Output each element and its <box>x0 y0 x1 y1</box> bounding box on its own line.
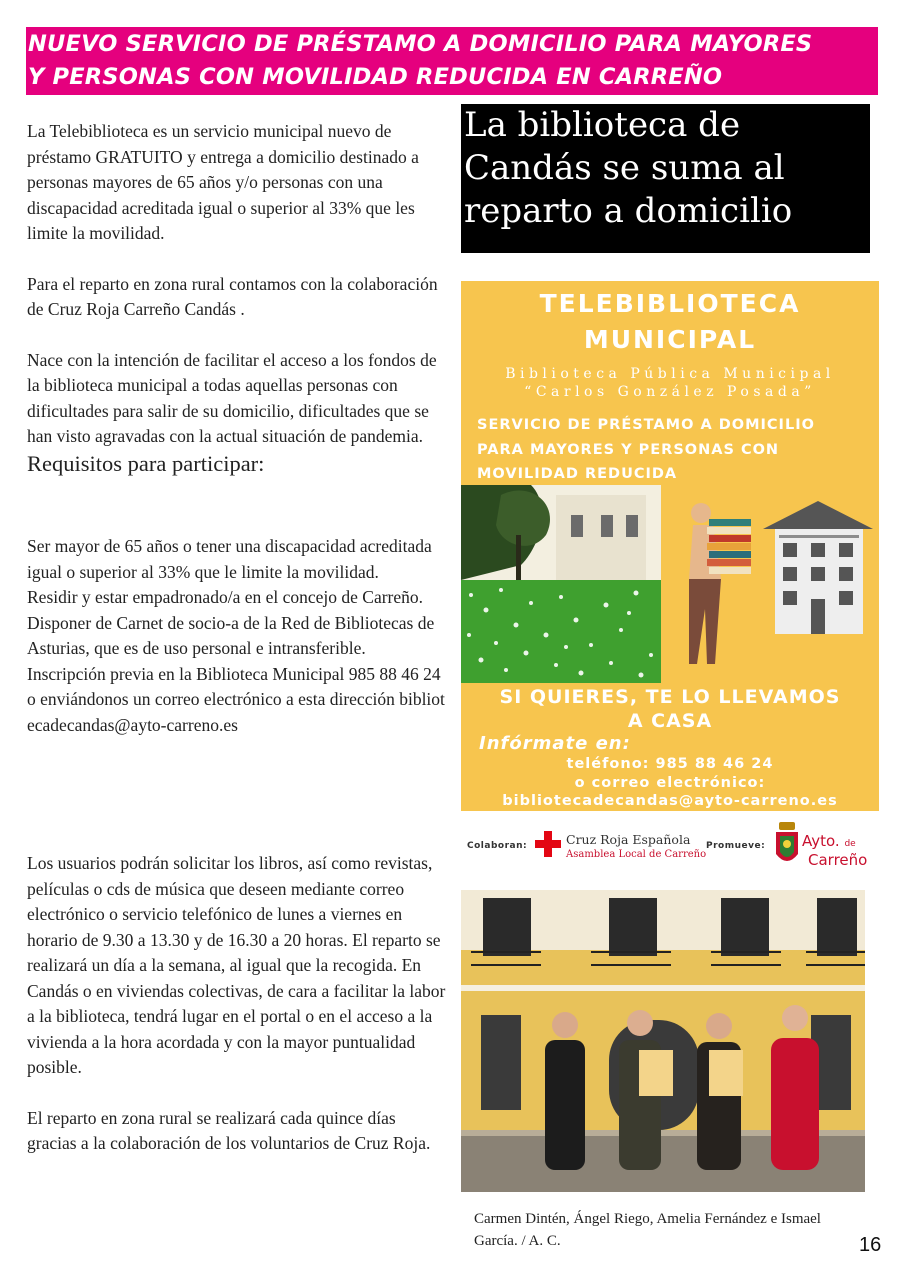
telebiblioteca-poster <box>461 281 879 811</box>
carreno-label: Carreño <box>808 851 868 869</box>
poster-title-1: TELEBIBLIOTECA <box>539 289 801 318</box>
headline-line-2: Candás se suma al <box>464 148 785 188</box>
photo-caption: Carmen Dintén, Ángel Riego, Amelia Fernández e Ismael García. / A. C. <box>474 1211 821 1249</box>
poster-title-2: MUNICIPAL <box>583 325 757 354</box>
article-body-bottom <box>27 851 447 1157</box>
headline-line-1: La biblioteca de <box>464 105 741 145</box>
users-paragraph: Los usuarios podrán solicitar los libros, así como revistas, películas o cds de música que deseen mediante correo electrónico o servicio telefónico de lunes a viernes en horario de 9.30 a 13.30 y de 16.30 a 20 horas. El reparto se realizará un día a la semana, al igual que la recogida. En Candás o en viviendas colectivas, de cara a facilitar la labor a la biblioteca, tendrá lugar en el portal o en el acceso a la vivienda a la hora acordada y con la mayor puntualidad posible. <box>27 853 446 1077</box>
article-headline <box>461 104 870 253</box>
poster-slogan-2: A CASA <box>627 710 713 732</box>
headline-line-3: reparto a domicilio <box>464 191 793 231</box>
person-carrying-books-illustration <box>671 499 757 671</box>
page-number: 16 <box>859 1234 882 1256</box>
colaboran-label: Colaboran: <box>467 841 528 851</box>
banner-line-1: NUEVO SERVICIO DE PRÉSTAMO A DOMICILIO PARA MAYORES <box>28 31 813 57</box>
poster-info-label: Infórmate en: <box>479 733 631 754</box>
requirement-item: Inscripción previa en la Biblioteca Municipal 985 88 46 24 o enviándonos un correo electrónico a esta dirección bibliotecadecandas@ayto-carreno.es <box>27 663 445 735</box>
poster-service-1: SERVICIO DE PRÉSTAMO A DOMICILIO <box>477 417 815 433</box>
intro-paragraph: La Telebiblioteca es un servicio municipal nuevo de préstamo GRATUITO y entrega a domicilio destinado a personas mayores de 65 años y/o personas con una discapacidad acreditada igual o superior al 33% que les limite la movilidad. <box>27 121 419 243</box>
cruz-roja-assembly: Asamblea Local de Carreño <box>566 849 707 860</box>
article-body-top <box>27 119 447 478</box>
poster-library-subname: “Carlos González Posada” <box>524 384 816 400</box>
presentation-photo <box>461 890 865 1192</box>
requirements-list <box>27 534 447 738</box>
promueve-label: Promueve: <box>706 841 766 851</box>
purpose-paragraph: Nace con la intención de facilitar el acceso a los fondos de la biblioteca municipal a todas aquellas personas con dificultades para salir de su domicilio, dificultades que se han visto agravadas con la actual situación de pandemia. <box>27 349 437 446</box>
poster-phone: teléfono: 985 88 46 24 <box>566 756 774 772</box>
requirement-item: Disponer de Carnet de socio-a de la Red de Bibliotecas de Asturias, que es de uso personal e intransferible. <box>27 612 435 658</box>
poster-service-3: MOVILIDAD REDUCIDA <box>477 466 678 482</box>
poster-service-2: PARA MAYORES Y PERSONAS CON <box>477 442 780 458</box>
park-illustration <box>461 485 661 683</box>
poster-email: bibliotecadecandas@ayto-carreno.es <box>502 793 838 809</box>
building-illustration <box>761 499 876 634</box>
red-cross-icon <box>535 831 561 857</box>
requirement-item: Residir y estar empadronado/a en el concejo de Carreño. <box>27 587 424 607</box>
requirement-item: Ser mayor de 65 años o tener una discapacidad acreditada igual o superior al 33% que le limite la movilidad. <box>27 536 432 582</box>
requirements-heading: Requisitos para participar: <box>27 450 265 476</box>
poster-slogan-1: SI QUIERES, TE LO LLEVAMOS <box>499 686 841 708</box>
headline-banner <box>26 27 878 95</box>
poster-email-label: o correo electrónico: <box>574 775 766 791</box>
closing-paragraph: El reparto en zona rural se realizará cada quince días gracias a la colaboración de los voluntarios de Cruz Roja. <box>27 1107 431 1153</box>
carreno-coat-of-arms-icon <box>775 822 799 870</box>
rural-paragraph: Para el reparto en zona rural contamos con la colaboración de Cruz Roja Carreño Candás . <box>27 273 438 319</box>
cruz-roja-name: Cruz Roja Española <box>566 832 691 847</box>
collaborators-strip <box>461 818 879 874</box>
ayto-label: Ayto. de <box>802 832 856 850</box>
banner-line-2: Y PERSONAS CON MOVILIDAD REDUCIDA EN CARREÑO <box>28 64 723 90</box>
poster-library-name: Biblioteca Pública Municipal <box>505 366 835 382</box>
